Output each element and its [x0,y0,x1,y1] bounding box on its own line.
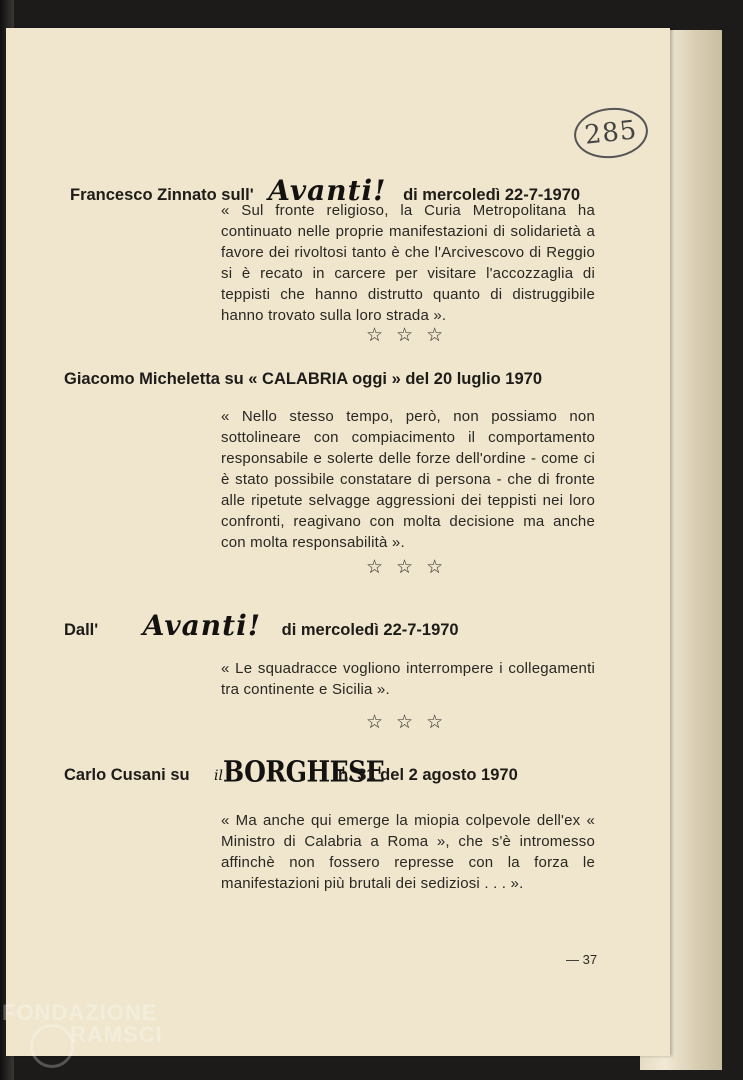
section-3-heading [64,609,459,642]
avanti-logo: Avanti! [268,174,387,207]
section-2-heading: Giacomo Micheletta su « CALABRIA oggi » del 20 luglio 1970 [64,370,542,388]
separator-stars-3: ☆☆☆ [366,712,457,733]
avanti-logo: Avanti! [142,609,262,642]
watermark-g-mark [30,1024,74,1068]
il-borghese-logo-article: il [214,768,223,784]
section-3-date: di mercoledì 22-7-1970 [281,621,459,639]
section-1-author: Francesco Zinnato sull' [70,186,254,204]
separator-stars-2: ☆☆☆ [366,557,457,578]
page-number: — 37 [566,952,598,967]
section-3-source: Dall' [64,621,99,639]
section-1-date: di mercoledì 22-7-1970 [403,186,581,204]
section-4-date: n. 31 del 2 agosto 1970 [338,766,518,784]
il-borghese-logo-title: BORGHESE [222,754,385,789]
section-4-author: Carlo Cusani su [64,766,190,784]
fondazione-gramsci-watermark [2,1002,163,1046]
watermark-line-2: RAMSCI [70,1022,163,1047]
section-2-quote: « Nello stesso tempo, però, non possiamo non sottolineare con compiacimento il comportamento responsabile e solerte delle forze dell'ordine - come ci è stato possibile constatare di persona - che di fronte alle ripetute selvagge aggressioni dei teppisti nei loro confronti, reagivano con molta decisione ma anche con molta responsabilità ». [221,408,595,551]
section-3-quote: « Le squadracce vogliono interrompere i collegamenti tra continente e Sicilia ». [221,660,595,698]
section-1-quote: « Sul fronte religioso, la Curia Metropolitana ha continuato nelle proprie manifestazioni di solidarietà a favore dei rivoltosi tanto è che l'Arcivescovo di Reggio si è recato in carcere per visitare l'accozzaglia di teppisti che hanno distrutto quanto di distruggibile hanno trovato sulla loro strada ». [221,202,595,324]
section-4-quote: « Ma anche qui emerge la miopia colpevole dell'ex « Ministro di Calabria a Roma », che s'è intromesso affinchè non fossero represse con la forza le manifestazioni più brutali dei sediziosi . . . ». [221,812,595,892]
separator-stars-1: ☆☆☆ [366,325,457,346]
watermark-line-1: FONDAZIONE [2,1000,158,1025]
archive-stamp: 285 [572,104,651,161]
document-page [6,28,670,1056]
